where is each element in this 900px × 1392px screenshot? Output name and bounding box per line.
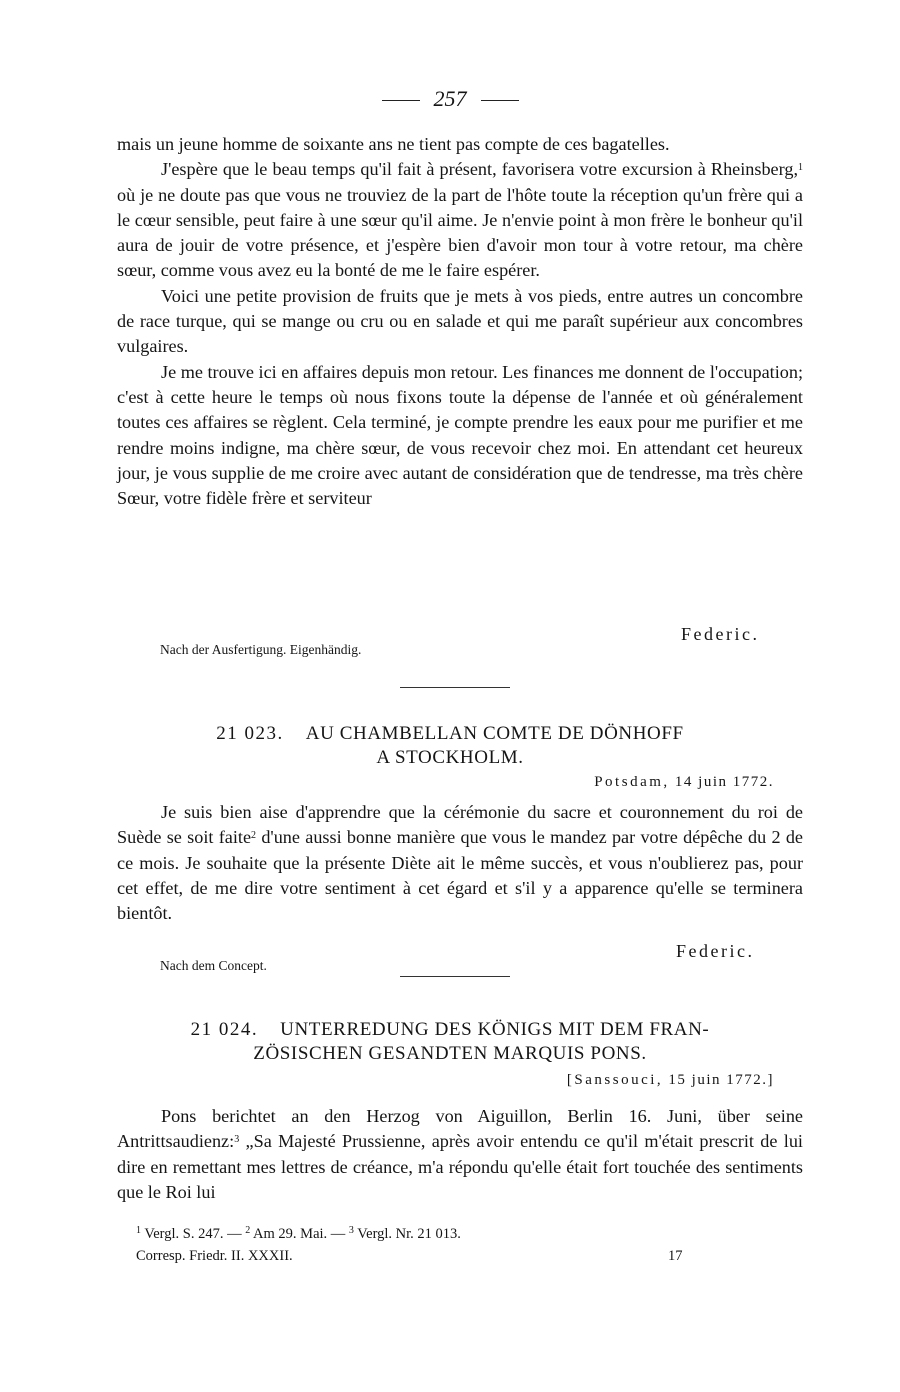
letter-body [117,800,803,926]
source-note: Nach der Ausfertigung. Eigenhändig. [160,642,362,657]
page-number: 257 [433,86,467,111]
footnote-number: 1 [136,1225,141,1236]
letter-body [117,1104,803,1205]
date: 14 juin 1772. [674,774,774,790]
letter-continuation [117,132,803,511]
paragraph [117,157,803,283]
letter-number: 21 024. [190,1019,259,1040]
date: 15 juin 1772.] [668,1072,774,1088]
letter-title-line: A STOCKHOLM. [376,747,524,768]
letter-title-line: ZÖSISCHEN GESANDTEN MARQUIS PONS. [253,1043,647,1064]
footnote-ref: 1 [798,162,803,174]
signature-mark: Corresp. Friedr. II. XXXII. [136,1248,293,1264]
sheet-number: 17 [668,1248,683,1264]
footnote-text: Vergl. S. 247. — [144,1226,242,1242]
dateline [567,1072,774,1089]
footnote-text: Vergl. Nr. 21 013. [357,1226,461,1242]
paragraph: mais un jeune homme de soixante ans ne tient pas compte de ces bagatelles. [117,134,670,154]
letter-number: 21 023. [216,723,284,744]
footnote-number: 3 [348,1225,354,1236]
paragraph: Je me trouve ici en affaires depuis mon retour. Les finances me donnent de l'occupation; c'est à cette heure le temps où nous fixons toute la dépense de l'année et où généralement toutes ces affaires se règlent. Cela terminé, je compte prendre les eaux pour me purifier et me rendre moins indigne, ma chère sœur, de vous recevoir chez moi. En attendant cet heureux jour, je vous supplie de me croire avec autant de considération que de tendresse, ma très chère Sœur, votre fidèle frère et serviteur [117,361,803,509]
section-rule [400,687,510,688]
paragraph: Voici une petite provision de fruits que je mets à vos pieds, entre autres un concombre de race turque, qui se mange ou cru ou en salade et qui me paraît supérieur aux concombres vulgaires. [117,285,803,357]
footnote-ref: 2 [251,830,257,842]
place: [Sanssouci, [566,1072,664,1088]
footnote-ref: 3 [234,1134,240,1146]
page-header [0,86,900,112]
header-dash-right [481,100,519,101]
letter-title-line: 21 023. AU CHAMBELLAN COMTE DE DÖNHOFF [216,723,684,744]
signature: Federic. [681,624,760,644]
source-note: Nach dem Concept. [160,958,267,973]
place: Potsdam, [594,774,670,790]
letter-title [0,722,900,770]
footnote-number: 2 [245,1225,251,1236]
section-rule [400,976,510,977]
paragraph: Je suis bien aise d'apprendre que la cérémonie du sacre et couronnement du roi de Suède se soit faite$^2$ d'une aussi bonne manière que vous le mandez par votre dépêche du 2 de ce mois. Je souhaite que la présente Diète ait le même succès, et vous n'oublierez pas, pour cet effet, de me dire votre sentiment à cet égard et s'il y a apparence qu'elle se terminera bientôt. [117,802,803,924]
header-dash-left [382,100,420,101]
signature: Federic. [676,941,755,961]
paragraph-text: J'espère que le beau temps qu'il fait à présent, favorisera votre excursion à Rheinsberg, [161,159,798,180]
dateline [594,774,774,791]
letter-title-line: 21 024. UNTERREDUNG DES KÖNIGS MIT DEM FRAN- [190,1019,710,1040]
letter-title [0,1018,900,1066]
footnotes [136,1226,461,1243]
footnote-text: Am 29. Mai. — [253,1226,346,1242]
paragraph: Pons berichtet an den Herzog von Aiguillon, Berlin 16. Juni, über seine Antrittsaudienz:$^3$ „Sa Majesté Prussienne, après avoir entendu ce qu'il m'était prescrit de lui dire en remettant mes lettres de créance, m'a répondu qu'elle était fort touchée des sentiments que le Roi lui [117,1106,803,1202]
paragraph-text: où je ne doute pas que vous ne trouviez de la part de l'hôte toute la réception qu'un frère qui a le cœur sensible, peut faire à une sœur qu'il aime. Je n'envie point à mon frère le bonheur qu'il aura de jouir de votre présence, et j'espère bien d'avoir mon tour à votre retour, ma chère sœur, comme vous avez eu la bonté de me le faire espérer. [117,184,803,281]
